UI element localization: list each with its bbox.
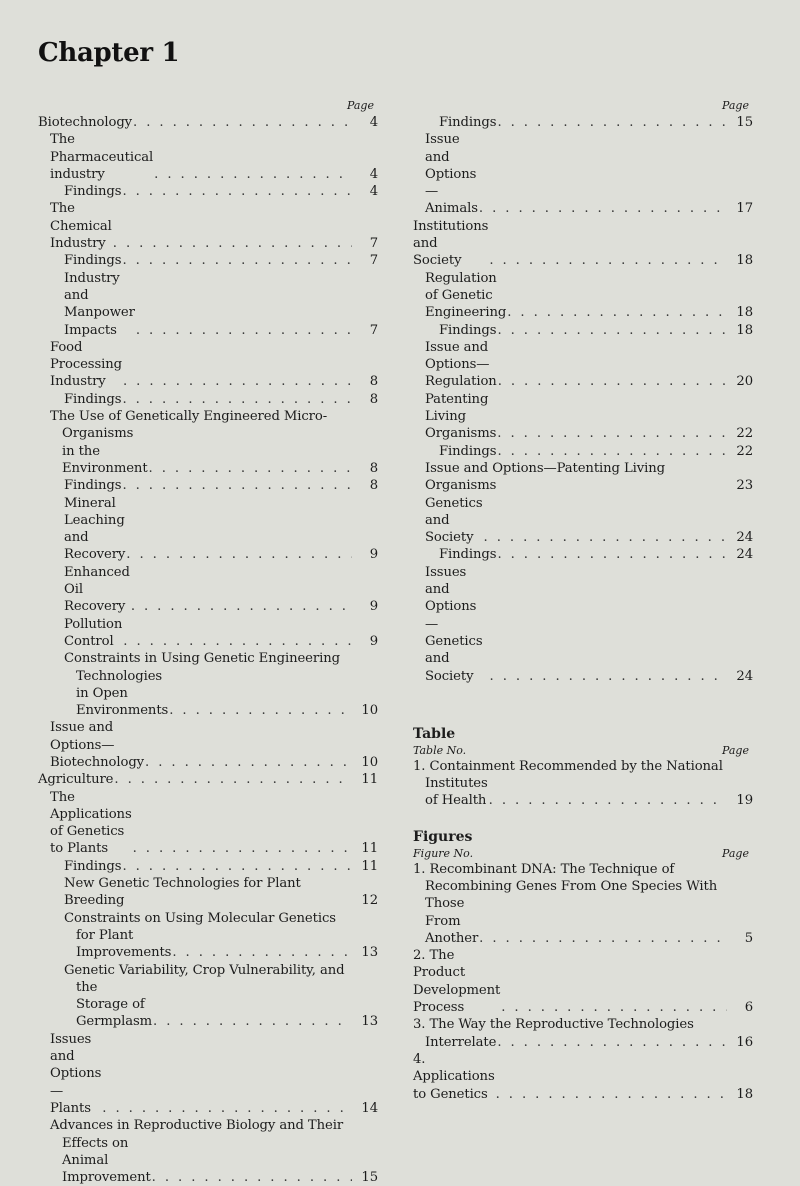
dot-leader bbox=[497, 425, 727, 442]
toc-entry-title: The Applications of Genetics to Plants bbox=[50, 789, 132, 857]
toc-entry[interactable] bbox=[413, 1034, 753, 1051]
toc-entry-wrap bbox=[38, 789, 356, 858]
table-list bbox=[413, 758, 753, 810]
toc-entry-title: Industry and Manpower Impacts bbox=[64, 270, 135, 338]
toc-entry-wrap bbox=[38, 183, 356, 200]
toc-list-right bbox=[413, 114, 753, 685]
toc-entry[interactable] bbox=[413, 270, 753, 322]
dot-leader bbox=[153, 1013, 352, 1030]
dot-leader bbox=[484, 529, 727, 546]
toc-entry-wrap bbox=[38, 131, 356, 183]
toc-entry[interactable] bbox=[38, 1135, 378, 1186]
toc-entry-wrap bbox=[38, 477, 356, 494]
toc-entry-page: 8 bbox=[369, 478, 378, 494]
toc-entry-page: 18 bbox=[736, 1086, 753, 1102]
dot-leader bbox=[133, 114, 352, 131]
toc-entry-page: 6 bbox=[744, 1000, 753, 1016]
toc-entry-title: Genetic Variability, Crop Vulnerability, and bbox=[64, 962, 345, 978]
toc-entry-title: Issue and Options—Patenting Living Organisms bbox=[425, 460, 665, 494]
toc-list-left bbox=[38, 114, 378, 1186]
dot-leader bbox=[136, 322, 352, 339]
toc-entry-wrap bbox=[413, 391, 731, 443]
toc-entry-wrap bbox=[413, 1034, 731, 1051]
dot-leader bbox=[145, 754, 352, 771]
toc-entry[interactable] bbox=[413, 460, 753, 495]
toc-entry[interactable] bbox=[413, 775, 753, 810]
toc-entry-wrap bbox=[38, 927, 356, 962]
dot-leader bbox=[489, 252, 727, 269]
toc-entry[interactable] bbox=[38, 650, 378, 667]
dot-leader bbox=[501, 999, 727, 1016]
toc-entry-wrap bbox=[38, 391, 356, 408]
toc-entry-title: Interrelate bbox=[425, 1034, 497, 1050]
toc-entry-wrap bbox=[38, 910, 356, 927]
toc-entry-title: New Genetic Technologies for Plant Breeding bbox=[64, 876, 301, 909]
toc-entry[interactable] bbox=[38, 408, 378, 425]
toc-entry-title: Constraints in Using Genetic Engineering bbox=[64, 651, 340, 667]
dot-leader bbox=[496, 1086, 727, 1103]
toc-entry[interactable] bbox=[38, 789, 378, 858]
toc-entry[interactable] bbox=[413, 895, 753, 947]
toc-entry-wrap bbox=[38, 962, 356, 979]
toc-entry-title: Findings bbox=[64, 184, 122, 200]
toc-entry-wrap bbox=[38, 114, 356, 131]
toc-entry-page: 7 bbox=[369, 253, 378, 269]
chapter-title: Chapter 1 bbox=[38, 38, 180, 68]
figure-no-label: Figure No. bbox=[413, 846, 474, 860]
toc-entry-wrap bbox=[38, 875, 356, 910]
dot-leader bbox=[172, 944, 352, 961]
toc-entry-page: 16 bbox=[736, 1034, 753, 1050]
toc-entry-title: Pollution Control bbox=[64, 616, 123, 649]
dot-leader bbox=[498, 373, 727, 390]
toc-entry-page: 7 bbox=[369, 322, 378, 338]
dot-leader bbox=[122, 477, 352, 494]
toc-entry[interactable] bbox=[413, 495, 753, 547]
dot-leader bbox=[152, 1169, 352, 1186]
dot-leader bbox=[490, 668, 727, 685]
dot-leader bbox=[122, 183, 352, 200]
dot-leader bbox=[489, 792, 727, 809]
toc-entry-title: Organisms in the Environment bbox=[62, 426, 148, 476]
toc-entry-wrap bbox=[38, 771, 356, 788]
toc-entry[interactable] bbox=[38, 495, 378, 564]
toc-entry-page: 17 bbox=[736, 201, 753, 217]
table-no-label: Table No. bbox=[413, 743, 467, 757]
toc-entry-title: Enhanced Oil Recovery bbox=[64, 564, 130, 615]
toc-entry[interactable] bbox=[38, 391, 378, 408]
figures-subheader bbox=[413, 846, 753, 861]
toc-entry-wrap bbox=[413, 1051, 731, 1103]
toc-entry-wrap bbox=[413, 114, 731, 131]
toc-entry-wrap bbox=[38, 339, 356, 391]
toc-entry[interactable] bbox=[38, 616, 378, 651]
toc-entry-page: 11 bbox=[361, 858, 378, 874]
toc-entry-wrap bbox=[38, 1117, 356, 1134]
toc-entry-title: Effects on Animal Improvement bbox=[62, 1135, 151, 1186]
toc-entry-title: The Chemical Industry bbox=[50, 201, 112, 252]
toc-entry[interactable] bbox=[38, 114, 378, 131]
toc-entry-title: the Storage of Germplasm bbox=[76, 979, 153, 1030]
dot-leader bbox=[123, 633, 352, 650]
toc-entry[interactable] bbox=[413, 1051, 753, 1103]
toc-entry[interactable] bbox=[413, 443, 753, 460]
toc-entry-page: 15 bbox=[361, 1170, 378, 1186]
toc-entry[interactable] bbox=[38, 668, 378, 720]
toc-entry[interactable] bbox=[413, 1016, 753, 1033]
toc-entry[interactable] bbox=[413, 861, 753, 878]
dot-leader bbox=[113, 235, 352, 252]
table-subheader bbox=[413, 743, 753, 758]
toc-entry[interactable] bbox=[38, 131, 378, 183]
toc-entry-page: 9 bbox=[369, 633, 378, 649]
toc-entry[interactable] bbox=[38, 564, 378, 616]
toc-entry-wrap bbox=[38, 495, 356, 564]
dot-leader bbox=[497, 546, 727, 563]
toc-entry[interactable] bbox=[413, 339, 753, 391]
toc-entry-page: 11 bbox=[361, 841, 378, 857]
toc-entry-wrap bbox=[38, 1031, 356, 1117]
dot-leader bbox=[497, 114, 727, 131]
toc-entry-wrap bbox=[413, 443, 731, 460]
toc-entry-wrap bbox=[413, 546, 731, 563]
toc-entry-page: 24 bbox=[736, 530, 753, 546]
toc-entry-wrap bbox=[413, 339, 731, 391]
dot-leader bbox=[149, 460, 352, 477]
toc-entry-wrap bbox=[38, 1135, 356, 1186]
dot-leader bbox=[497, 443, 727, 460]
toc-entry-wrap bbox=[38, 425, 356, 477]
toc-entry-title: Findings bbox=[439, 547, 497, 563]
toc-entry-page: 24 bbox=[736, 668, 753, 684]
toc-entry-wrap bbox=[38, 979, 356, 1031]
dot-leader bbox=[154, 166, 352, 183]
toc-entry-title: 2. The Product Development Process bbox=[413, 948, 501, 1016]
toc-entry-title: Agriculture bbox=[38, 772, 114, 788]
toc-entry-wrap bbox=[413, 878, 731, 895]
toc-entry-wrap bbox=[38, 270, 356, 339]
toc-entry-title: 4. Applications to Genetics bbox=[413, 1051, 495, 1102]
toc-entry[interactable] bbox=[38, 270, 378, 339]
toc-entry-wrap bbox=[413, 861, 731, 878]
toc-entry-title: Findings bbox=[64, 391, 122, 407]
toc-entry-wrap bbox=[413, 564, 731, 685]
toc-entry-wrap bbox=[413, 775, 731, 810]
toc-entry-title: Institutes of Health bbox=[425, 776, 488, 809]
toc-entry-page: 20 bbox=[736, 374, 753, 390]
toc-entry-page: 10 bbox=[361, 754, 378, 770]
toc-entry-page: 7 bbox=[369, 236, 378, 252]
dot-leader bbox=[497, 322, 727, 339]
toc-entry-page: 13 bbox=[361, 1014, 378, 1030]
toc-entry-wrap bbox=[413, 895, 731, 947]
toc-entry[interactable] bbox=[38, 719, 378, 771]
toc-right-column bbox=[413, 98, 753, 1103]
dot-leader bbox=[497, 1034, 727, 1051]
toc-entry[interactable] bbox=[413, 391, 753, 443]
toc-left-column bbox=[38, 98, 378, 1186]
dot-leader bbox=[131, 598, 352, 615]
toc-entry-title: Advances in Reproductive Biology and Their bbox=[50, 1118, 344, 1134]
dot-leader bbox=[102, 1100, 352, 1117]
toc-entry-page: 14 bbox=[361, 1100, 378, 1116]
toc-entry[interactable] bbox=[38, 1117, 378, 1134]
toc-entry-title: Constraints on Using Molecular Genetics bbox=[64, 910, 336, 926]
toc-entry-wrap bbox=[413, 218, 731, 270]
toc-entry-page: 4 bbox=[369, 166, 378, 182]
toc-entry[interactable] bbox=[38, 425, 378, 477]
toc-entry-page: 24 bbox=[736, 547, 753, 563]
toc-entry-page: 19 bbox=[736, 793, 753, 809]
toc-entry-page: 9 bbox=[369, 547, 378, 563]
dot-leader bbox=[123, 373, 352, 390]
toc-entry-page: 10 bbox=[361, 703, 378, 719]
toc-entry[interactable] bbox=[413, 947, 753, 1016]
toc-entry[interactable] bbox=[413, 878, 753, 895]
toc-entry[interactable] bbox=[38, 200, 378, 252]
toc-entry-page: 18 bbox=[736, 253, 753, 269]
toc-entry[interactable] bbox=[413, 131, 753, 217]
toc-entry[interactable] bbox=[38, 252, 378, 269]
toc-entry-wrap bbox=[413, 131, 731, 217]
toc-entry-wrap bbox=[38, 858, 356, 875]
dot-leader bbox=[479, 200, 727, 217]
toc-entry[interactable] bbox=[38, 183, 378, 200]
toc-entry-title: for Plant Improvements bbox=[76, 927, 172, 961]
toc-entry-wrap bbox=[38, 252, 356, 269]
toc-entry-wrap bbox=[413, 322, 731, 339]
toc-entry-page: 22 bbox=[736, 426, 753, 442]
toc-entry-page: 4 bbox=[369, 184, 378, 200]
toc-entry-page: 22 bbox=[736, 443, 753, 459]
toc-entry[interactable] bbox=[38, 771, 378, 788]
figures-section-heading: Figures bbox=[413, 828, 473, 845]
toc-entry-wrap bbox=[38, 668, 356, 720]
toc-entry-wrap bbox=[38, 408, 356, 425]
toc-entry[interactable] bbox=[413, 114, 753, 131]
dot-leader bbox=[114, 771, 352, 788]
toc-entry-wrap bbox=[38, 616, 356, 651]
toc-entry-title: Findings bbox=[64, 478, 122, 494]
figures-list bbox=[413, 861, 753, 1103]
toc-entry-title: Findings bbox=[439, 322, 497, 338]
toc-entry[interactable] bbox=[38, 477, 378, 494]
toc-entry[interactable] bbox=[38, 339, 378, 391]
toc-entry[interactable] bbox=[38, 927, 378, 962]
toc-entry-page: 8 bbox=[369, 374, 378, 390]
dot-leader bbox=[507, 304, 727, 321]
dot-leader bbox=[122, 391, 352, 408]
toc-entry-wrap bbox=[38, 719, 356, 771]
toc-entry-title: Patenting Living Organisms bbox=[425, 391, 497, 442]
toc-entry-title: Issues and Options—Plants bbox=[50, 1031, 102, 1116]
toc-entry[interactable] bbox=[413, 218, 753, 270]
toc-entry[interactable] bbox=[38, 962, 378, 979]
dot-leader bbox=[122, 858, 352, 875]
toc-entry-title: Genetics and Society bbox=[425, 495, 483, 546]
toc-entry-page: 4 bbox=[369, 115, 378, 130]
toc-entry-title: Findings bbox=[439, 443, 497, 459]
toc-entry-wrap bbox=[38, 200, 356, 252]
toc-entry-title: 1. Containment Recommended by the National bbox=[413, 758, 723, 774]
toc-entry[interactable] bbox=[38, 1031, 378, 1117]
toc-entry-wrap bbox=[413, 947, 731, 1016]
dot-leader bbox=[126, 546, 352, 563]
toc-entry-title: 3. The Way the Reproductive Technologies bbox=[413, 1017, 694, 1033]
toc-entry[interactable] bbox=[413, 564, 753, 685]
toc-entry-title: Findings bbox=[64, 253, 122, 269]
toc-entry-title: The Use of Genetically Engineered Micro- bbox=[50, 409, 328, 425]
toc-entry-page: 18 bbox=[736, 305, 753, 321]
toc-entry-title: Biotechnology bbox=[38, 115, 133, 130]
toc-entry-page: 18 bbox=[736, 322, 753, 338]
toc-entry-wrap bbox=[38, 650, 356, 667]
toc-entry[interactable] bbox=[38, 875, 378, 910]
table-page-label: Page bbox=[721, 743, 749, 757]
toc-entry[interactable] bbox=[38, 910, 378, 927]
toc-entry-title: Those From Another bbox=[425, 896, 479, 946]
dot-leader bbox=[122, 252, 352, 269]
toc-entry-page: 5 bbox=[744, 930, 753, 946]
toc-entry-page: 23 bbox=[736, 478, 753, 494]
toc-entry-title: Technologies in Open Environments bbox=[76, 668, 169, 719]
toc-entry-page: 12 bbox=[361, 893, 378, 909]
toc-entry-page: 9 bbox=[369, 599, 378, 615]
toc-entry-wrap bbox=[413, 270, 731, 322]
dot-leader bbox=[133, 840, 352, 857]
toc-entry-page: 8 bbox=[369, 391, 378, 407]
toc-entry-title: Issues and Options—Genetics and Society bbox=[425, 564, 483, 684]
toc-entry-title: Institutions and Society bbox=[413, 218, 489, 269]
toc-entry-title: Findings bbox=[64, 858, 122, 874]
toc-entry-title: 1. Recombinant DNA: The Technique of bbox=[413, 861, 675, 877]
figure-page-label: Page bbox=[721, 846, 749, 860]
toc-entry-wrap bbox=[413, 495, 731, 547]
dot-leader bbox=[169, 702, 352, 719]
toc-entry-wrap bbox=[413, 758, 731, 775]
toc-entry-title: Issue and Options—Animals bbox=[425, 132, 478, 217]
toc-entry-wrap bbox=[413, 1016, 731, 1033]
toc-entry[interactable] bbox=[38, 979, 378, 1031]
toc-entry[interactable] bbox=[413, 322, 753, 339]
table-section-heading: Table bbox=[413, 725, 456, 742]
toc-entry-title: Issue and Options—Biotechnology bbox=[50, 720, 145, 770]
toc-entry-wrap bbox=[413, 460, 731, 495]
toc-entry-title: Issue and Options—Regulation bbox=[425, 339, 497, 390]
toc-entry[interactable] bbox=[38, 858, 378, 875]
toc-entry-page: 13 bbox=[361, 945, 378, 961]
toc-entry-page: 15 bbox=[736, 115, 753, 130]
toc-entry-title: Findings bbox=[439, 115, 497, 130]
toc-entry-title: Recombining Genes From One Species With bbox=[425, 878, 718, 894]
toc-entry-title: Mineral Leaching and Recovery bbox=[64, 495, 126, 563]
toc-entry-page: 11 bbox=[361, 772, 378, 788]
toc-entry-title: Food Processing Industry bbox=[50, 339, 122, 390]
toc-entry-title: The Pharmaceutical industry bbox=[50, 132, 154, 182]
toc-entry-title: Regulation of Genetic Engineering bbox=[425, 270, 507, 321]
toc-entry-page: 8 bbox=[369, 460, 378, 476]
dot-leader bbox=[479, 930, 727, 947]
toc-entry[interactable] bbox=[413, 546, 753, 563]
toc-entry-wrap bbox=[38, 564, 356, 616]
page-column-label: Page bbox=[721, 99, 749, 112]
page-column-label: Page bbox=[346, 99, 374, 112]
toc-entry[interactable] bbox=[413, 758, 753, 775]
